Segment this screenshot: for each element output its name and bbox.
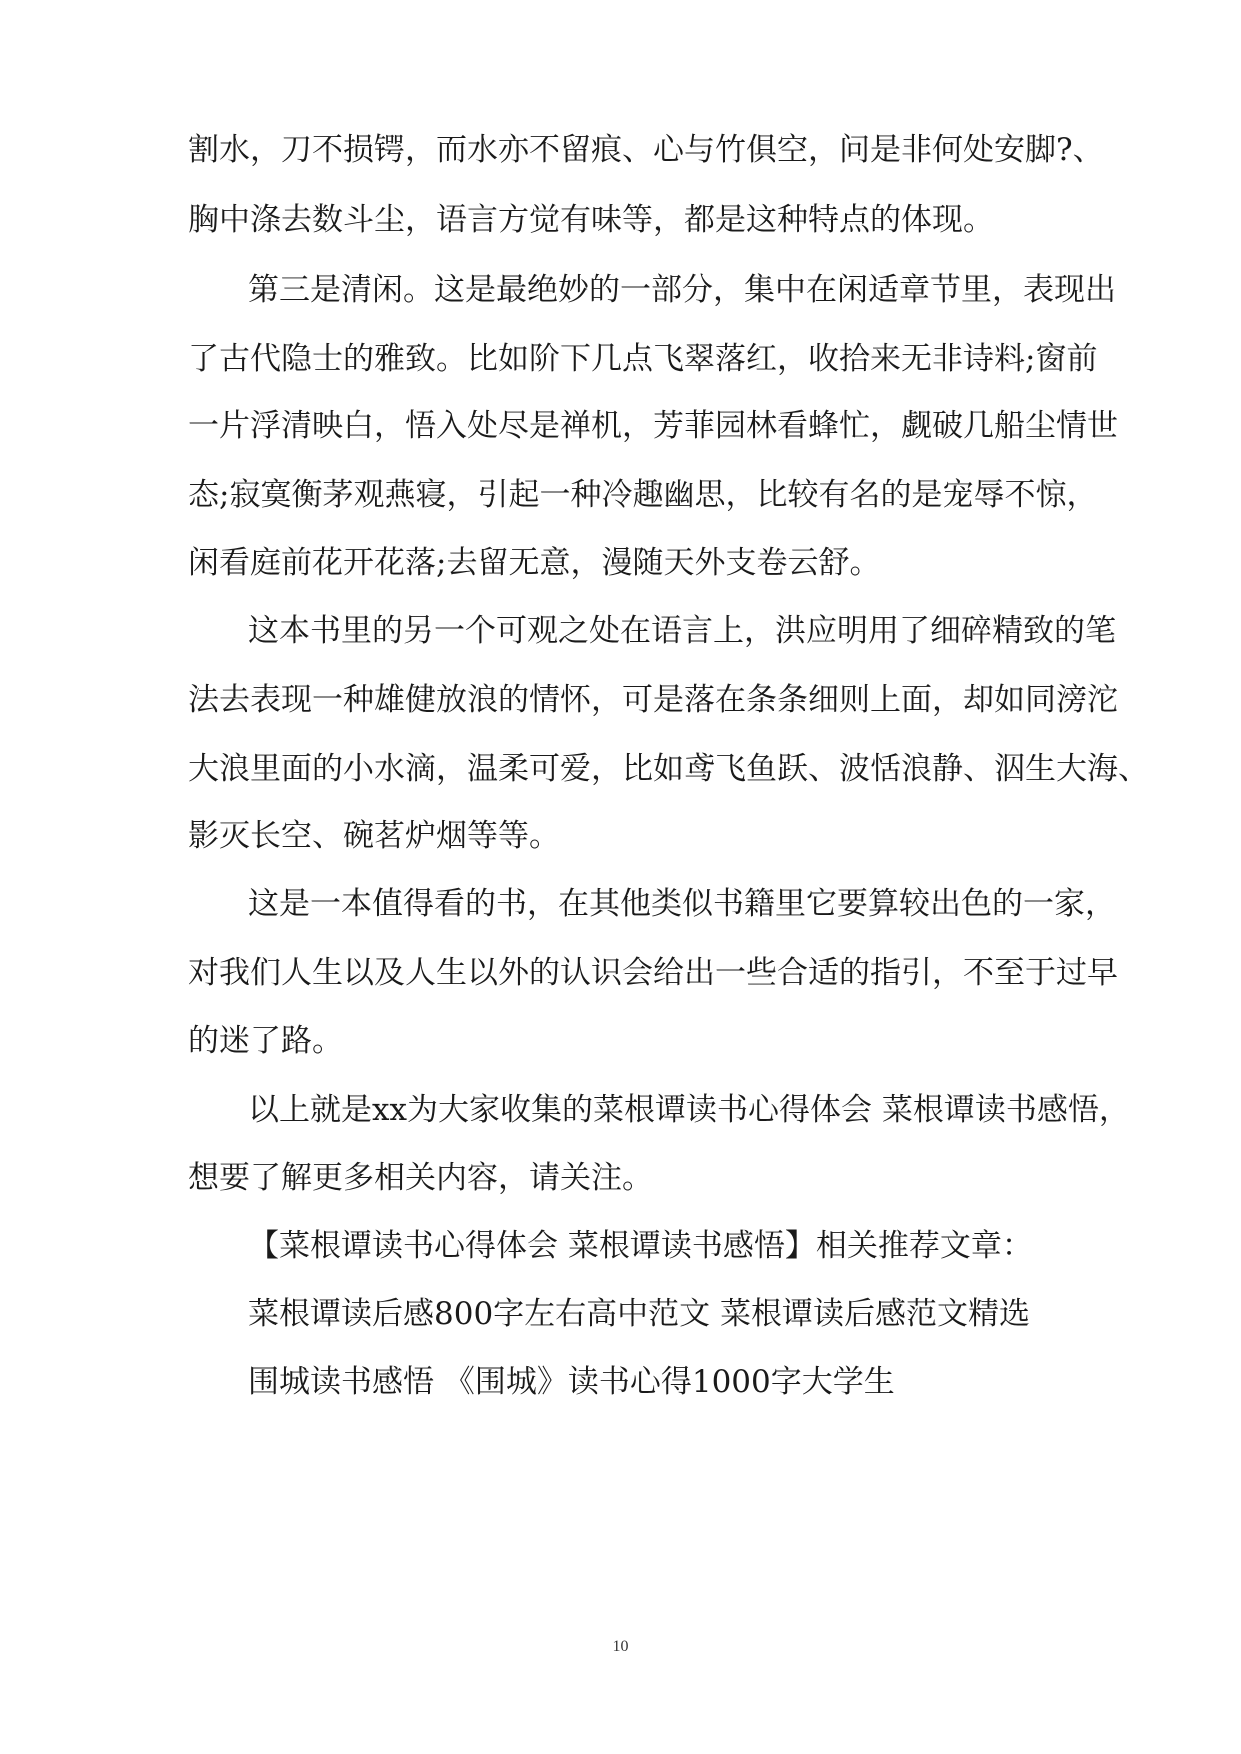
text-line: 态;寂寞衡茅观燕寝，引起一种冷趣幽思，比较有名的是宠辱不惊， (188, 477, 1098, 513)
text-line: 闲看庭前花开花落;去留无意，漫随天外支卷云舒。 (188, 545, 881, 581)
related-article-link[interactable]: 围城读书感悟 《围城》读书心得1000字大学生 (248, 1364, 895, 1400)
paragraph-start-line: 第三是清闲。这是最绝妙的一部分，集中在闲适章节里，表现出 (248, 272, 1116, 308)
text-line: 法去表现一种雄健放浪的情怀，可是落在条条细则上面，却如同滂沱 (188, 682, 1118, 718)
text-line: 一片浮清映白，悟入处尽是禅机，芳菲园林看蜂忙，觑破几船尘情世 (188, 408, 1118, 444)
paragraph-start-line: 这本书里的另一个可观之处在语言上，洪应明用了细碎精致的笔 (248, 613, 1116, 649)
related-article-link[interactable]: 菜根谭读后感800字左右高中范文 菜根谭读后感范文精选 (248, 1296, 1031, 1332)
text-line: 胸中涤去数斗尘，语言方觉有味等，都是这种特点的体现。 (188, 202, 994, 238)
text-line: 想要了解更多相关内容，请关注。 (188, 1160, 653, 1196)
paragraph-start-line: 以上就是xx为大家收集的菜根谭读书心得体会 菜根谭读书感悟， (248, 1092, 1130, 1128)
paragraph-start-line: 这是一本值得看的书，在其他类似书籍里它要算较出色的一家， (248, 886, 1116, 922)
text-line: 的迷了路。 (188, 1023, 343, 1059)
text-line: 割水，刀不损锷，而水亦不留痕、心与竹俱空，问是非何处安脚?、 (188, 132, 1104, 168)
text-line: 影灭长空、碗茗炉烟等等。 (188, 818, 560, 854)
related-articles-heading: 【菜根谭读书心得体会 菜根谭读书感悟】相关推荐文章： (248, 1228, 1033, 1264)
text-line: 了古代隐士的雅致。比如阶下几点飞翠落红，收拾来无非诗料;窗前 (188, 341, 1098, 377)
text-line: 大浪里面的小水滴，温柔可爱，比如鸢飞鱼跃、波恬浪静、泅生大海、 (188, 751, 1149, 787)
page-number: 10 (612, 1638, 629, 1655)
text-line: 对我们人生以及人生以外的认识会给出一些合适的指引，不至于过早 (188, 955, 1118, 991)
